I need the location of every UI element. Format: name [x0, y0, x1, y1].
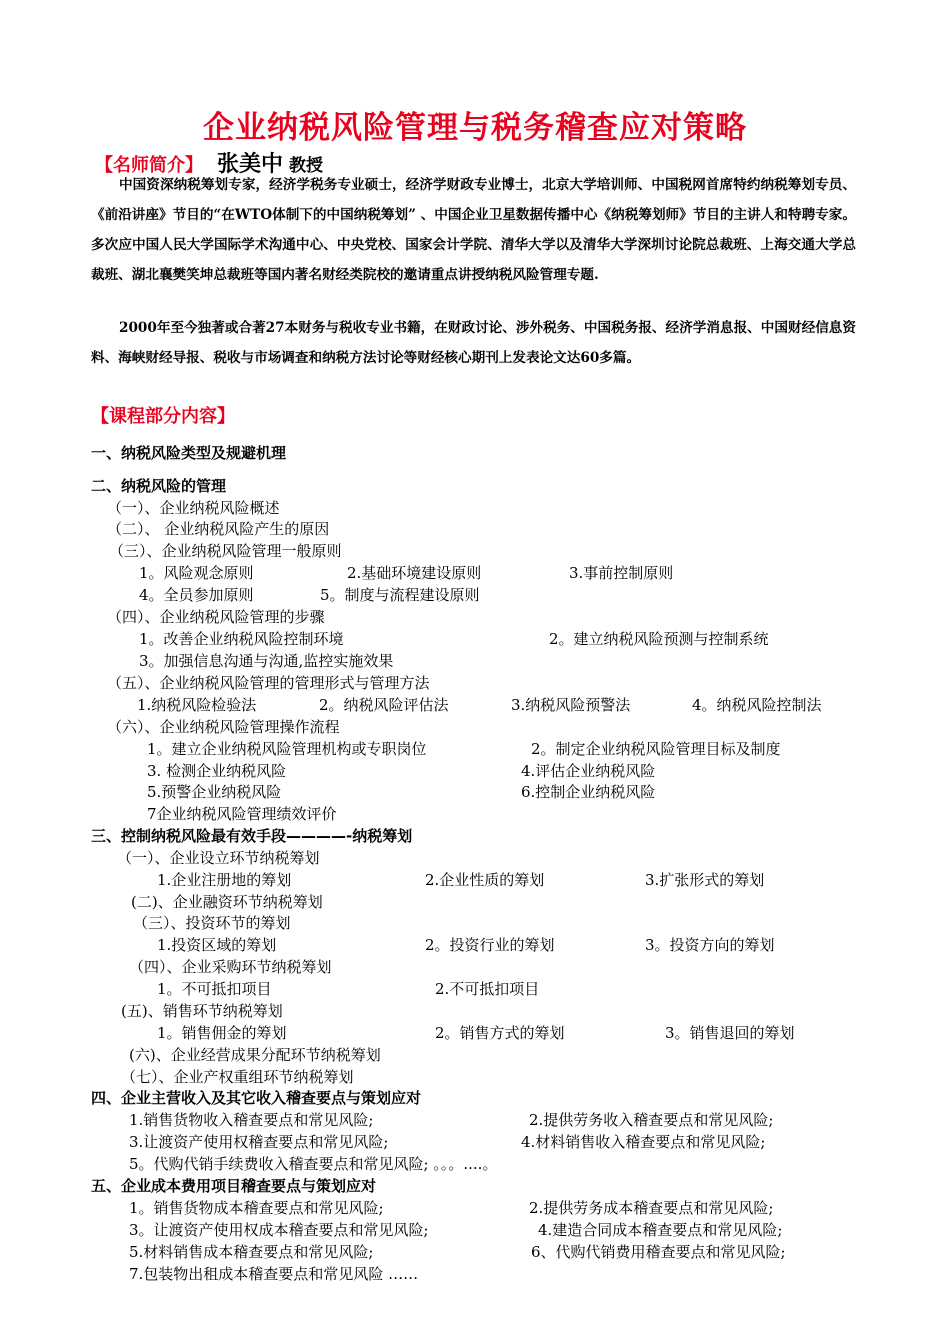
list-item: 2。制定企业纳税风险管理目标及制度 — [531, 740, 781, 758]
section-4-heading: 四、企业主营收入及其它收入稽查要点与策划应对 — [91, 1089, 422, 1107]
document-title: 企业纳税风险管理与税务稽查应对策略 — [203, 110, 747, 146]
subsection-3-2: (二)、企业融资环节纳税筹划 — [131, 893, 323, 911]
subsection-3-3: （三）、投资环节的筹划 — [133, 914, 291, 932]
teacher-rank: 教授 — [289, 156, 324, 176]
teacher-bio-paragraph-1: 中国资深纳税筹划专家，经济学税务专业硕士，经济学财政专业博士，北京大学培训师、中国税网首席特约纳税筹划专员、《前沿讲座》节目的“在WTO体制下的中国纳税筹划” 、中国企业卫星数据传播中心《纳税筹划师》节目的主讲人和特聘专家。多次应中国人民大学国际学术沟通中心、中央党校、国家会计学院、清华大学以及清华大学深圳讨论院总裁班、上海交通大学总裁班、湖北襄樊笑坤总裁班等国内著名财经类院校的邀请重点讲授纳税风险管理专题. — [91, 177, 856, 283]
list-item: 2.提供劳务收入稽查要点和常见风险; — [529, 1111, 774, 1129]
list-item: 1。销售货物成本稽查要点和常见风险; — [129, 1199, 384, 1217]
subsection-3-1: （一）、企业设立环节纳税筹划 — [117, 849, 320, 867]
section-5-heading: 五、企业成本费用项目稽查要点与策划应对 — [91, 1177, 377, 1195]
list-item: 4.评估企业纳税风险 — [521, 762, 656, 780]
list-item: 3. 检测企业纳税风险 — [147, 762, 287, 780]
list-item: 2。纳税风险评估法 — [319, 696, 449, 714]
list-item: 3。加强信息沟通与沟通,监控实施效果 — [139, 652, 394, 670]
list-item: 5。制度与流程建设原则 — [320, 586, 480, 604]
section-2-heading: 二、纳税风险的管理 — [91, 477, 227, 495]
list-item: 2.提供劳务成本稽查要点和常见风险; — [529, 1199, 774, 1217]
teacher-name: 张美中 — [217, 152, 284, 177]
section-1-heading: 一、纳税风险类型及规避机理 — [91, 444, 287, 462]
list-item: 1。销售佣金的筹划 — [157, 1024, 287, 1042]
subsection-3-6: (六)、企业经营成果分配环节纳税筹划 — [129, 1046, 381, 1064]
list-item: 6、代购代销费用稽查要点和常见风险; — [531, 1243, 786, 1261]
list-item: 2.不可抵扣项目 — [435, 980, 540, 998]
list-item: 4.建造合同成本稽查要点和常见风险; — [538, 1221, 783, 1239]
list-item: 1.企业注册地的筹划 — [157, 871, 292, 889]
list-item: 7.包装物出租成本稽查要点和常见风险 …… — [129, 1265, 419, 1283]
list-item: 1。风险观念原则 — [139, 564, 254, 582]
subsection-2-2: （二）、 企业纳税风险产生的原因 — [107, 520, 330, 538]
list-item: 5.预警企业纳税风险 — [147, 783, 282, 801]
section-3-heading: 三、控制纳税风险最有效手段————-纳税筹划 — [91, 827, 413, 845]
list-item: 2.基础环境建设原则 — [347, 564, 482, 582]
list-item: 2。建立纳税风险预测与控制系统 — [549, 630, 769, 648]
subsection-2-6: （六）、企业纳税风险管理操作流程 — [107, 718, 340, 736]
list-item: 3。让渡资产使用权成本稽查要点和常见风险; — [129, 1221, 429, 1239]
subsection-2-4: （四）、企业纳税风险管理的步骤 — [107, 608, 325, 626]
subsection-2-5: （五）、企业纳税风险管理的管理形式与管理方法 — [107, 674, 430, 692]
teacher-bio-paragraph-2: 2000年至今独著或合著27本财务与税收专业书籍，在财政讨论、涉外税务、中国税务报、经济学消息报、中国财经信息资料、海峡财经导报、税收与市场调查和纳税方法讨论等财经核心期刊上发表论文达60多篇。 — [91, 320, 856, 366]
list-item: 5.材料销售成本稽查要点和常见风险; — [129, 1243, 374, 1261]
subsection-3-7: （七）、企业产权重组环节纳税筹划 — [121, 1068, 354, 1086]
list-item: 4.材料销售收入稽查要点和常见风险; — [521, 1133, 766, 1151]
list-item: 1.投资区域的筹划 — [157, 936, 277, 954]
subsection-2-3: （三）、企业纳税风险管理一般原则 — [109, 542, 342, 560]
subsection-2-1: （一）、企业纳税风险概述 — [107, 499, 280, 517]
course-content-label: 【课程部分内容】 — [91, 406, 235, 427]
list-item: 3。投资方向的筹划 — [645, 936, 775, 954]
list-item: 1。改善企业纳税风险控制环境 — [139, 630, 344, 648]
list-item: 6.控制企业纳税风险 — [521, 783, 656, 801]
subsection-3-5: (五)、销售环节纳税筹划 — [121, 1002, 283, 1020]
list-item: 3.纳税风险预警法 — [511, 696, 631, 714]
list-item: 2.企业性质的筹划 — [425, 871, 545, 889]
list-item: 4。纳税风险控制法 — [692, 696, 822, 714]
list-item: 2。销售方式的筹划 — [435, 1024, 565, 1042]
list-item: 1。建立企业纳税风险管理机构或专职岗位 — [147, 740, 427, 758]
list-item: 3。销售退回的筹划 — [665, 1024, 795, 1042]
list-item: 1。不可抵扣项目 — [157, 980, 272, 998]
subsection-3-4: （四）、企业采购环节纳税筹划 — [129, 958, 332, 976]
list-item: 2。投资行业的筹划 — [425, 936, 555, 954]
list-item: 4。全员参加原则 — [139, 586, 254, 604]
list-item: 7企业纳税风险管理绩效评价 — [147, 805, 337, 823]
teacher-intro-label: 【名师简介】 — [95, 155, 203, 176]
list-item: 3.事前控制原则 — [569, 564, 674, 582]
list-item: 5。代购代销手续费收入稽查要点和常见风险; 。。。....。 — [129, 1155, 498, 1173]
list-item: 1.纳税风险检验法 — [137, 696, 257, 714]
list-item: 3.让渡资产使用权稽查要点和常见风险; — [129, 1133, 389, 1151]
list-item: 1.销售货物收入稽查要点和常见风险; — [129, 1111, 374, 1129]
list-item: 3.扩张形式的筹划 — [645, 871, 765, 889]
